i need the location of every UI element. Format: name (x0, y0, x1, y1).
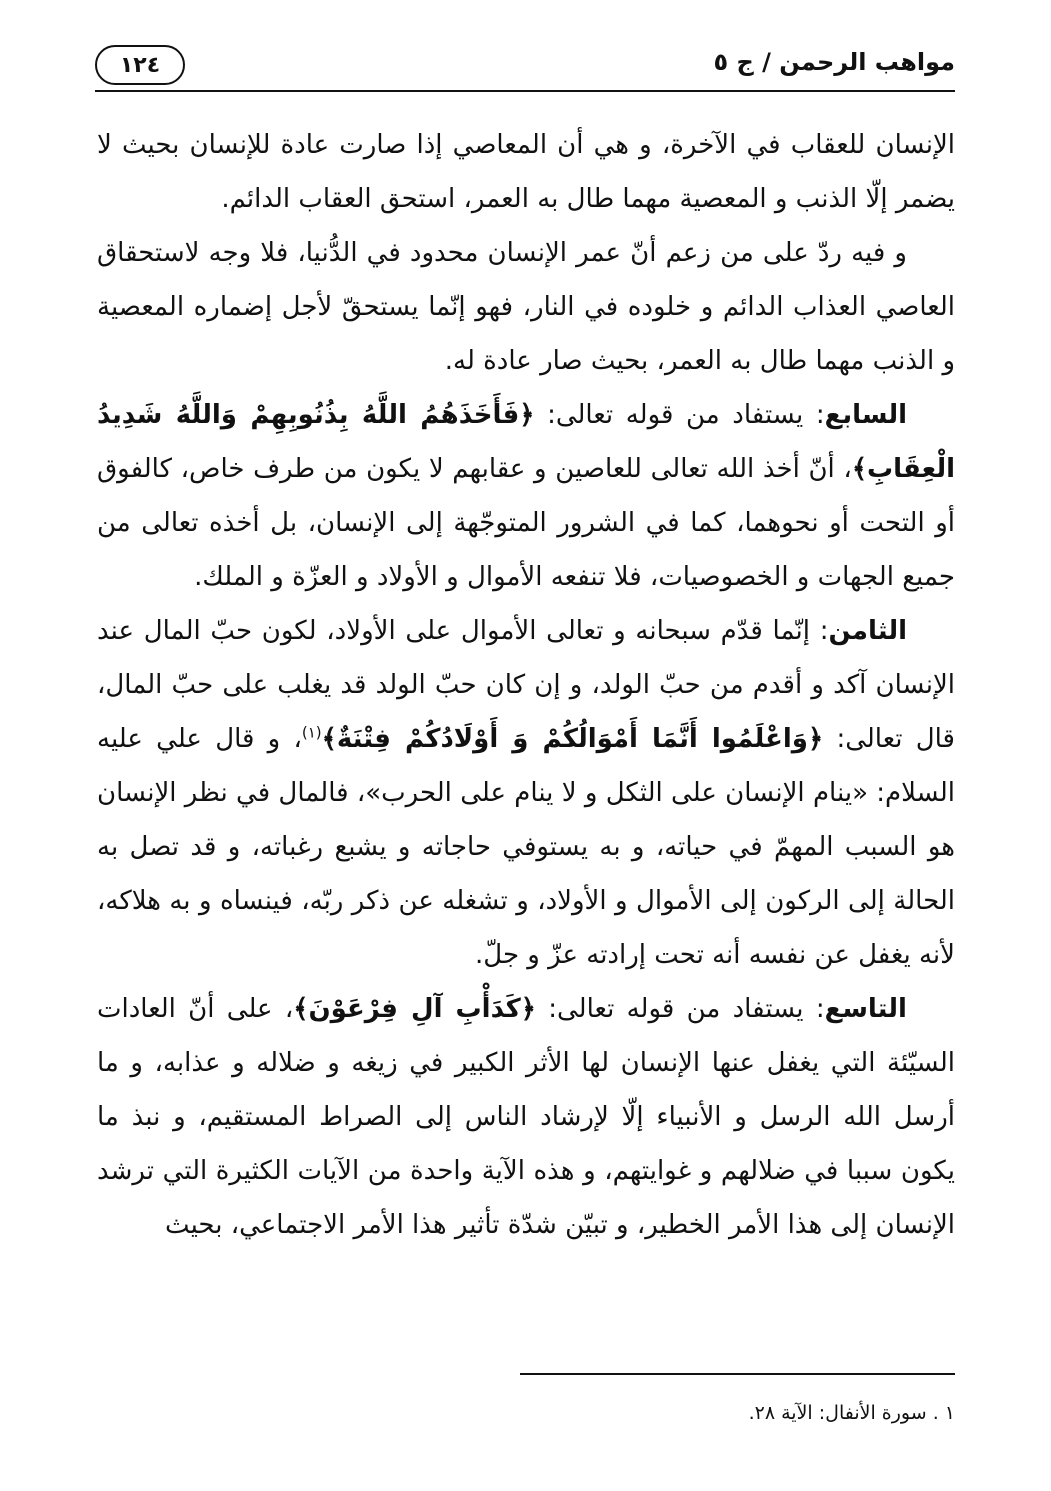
paragraph-eighth (97, 604, 955, 982)
quran-verse-eighth: ﴿وَاعْلَمُوا أَنَّمَا أَمْوَالُكُمْ وَ أَوْلَادُكُمْ فِتْنَةٌ﴾ (321, 724, 824, 754)
quran-verse-seventh: ﴿فَأَخَذَهُمُ اللَّهُ بِذُنُوبِهِمْ وَاللَّهُ شَدِيدُ الْعِقَابِ﴾ (97, 400, 955, 484)
section-label-seventh: السابع (824, 400, 908, 430)
text-ninth-body: ، على أنّ العادات السيّئة التي يغفل عنها الإنسان لها الأثر الكبير في زيغه و ضلاله و عذابه، و ما أرسل الله الرسل و الأنبياء إلّا لإرشاد الناس إلى الصراط المستقيم، و نبذ ما يكون سببا في ضلالهم و غوايتهم، و هذه الآية واحدة من الآيات الكثيرة التي ترشد الإنسان إلى هذا الأمر الخطير، و تبيّن شدّة تأثير هذا الأمر الاجتماعي، بحيث (97, 994, 955, 1240)
body-text (97, 118, 955, 1252)
text-eighth-intro: : إنّما قدّم سبحانه و تعالى الأموال على الأولاد، لكون حبّ المال عند الإنسان آكد و أقدم من حبّ الولد، و إن كان حبّ الولد قد يغلب على حبّ المال، قال تعالى: (97, 616, 955, 754)
footnote-reference[interactable]: (١) (301, 723, 322, 742)
paragraph-2: و فيه ردّ على من زعم أنّ عمر الإنسان محدود في الدُّنيا، فلا وجه لاستحقاق العاصي العذاب الدائم و خلوده في النار، فهو إنّما يستحقّ لأجل إضماره المعصية و الذنب مهما طال به العمر، بحيث صار عادة له. (97, 238, 955, 376)
book-title: مواهب الرحمن / ج ٥ (713, 48, 955, 76)
text-ninth-intro: : يستفاد من قوله تعالى: (535, 994, 825, 1024)
footnote: ١ . سورة الأنفال: الآية ٢٨. (748, 1402, 955, 1424)
text-eighth-body: ، و قال علي عليه السلام: «ينام الإنسان على الثكل و لا ينام على الحرب»، فالمال في نظر الإنسان هو السبب المهمّ في حياته، و به يستوفي حاجاته و يشبع رغباته، و قد تصل به الحالة إلى الركون إلى الأموال و الأولاد، و تشغله عن ذكر ربّه، فينساه و به هلاكه، لأنه يغفل عن نفسه أنه تحت إرادته عزّ و جلّ. (97, 724, 955, 970)
paragraph-ninth (97, 982, 955, 1252)
text-seventh-intro: : يستفاد من قوله تعالى: (534, 400, 825, 430)
paragraph-1: الإنسان للعقاب في الآخرة، و هي أن المعاصي إذا صارت عادة للإنسان بحيث لا يضمر إلّا الذنب و المعصية مهما طال به العمر، استحق العقاب الدائم. (97, 130, 955, 214)
section-label-ninth: التاسع (824, 994, 907, 1024)
header-divider (95, 90, 955, 92)
page-number: ١٢٤ (119, 52, 161, 78)
footnote-divider (520, 1373, 955, 1375)
page-number-badge (95, 45, 185, 85)
page-header (95, 40, 955, 100)
section-label-eighth: الثامن (828, 616, 907, 646)
quran-verse-ninth: ﴿كَدَأْبِ آلِ فِرْعَوْنَ﴾ (293, 994, 536, 1024)
text-seventh-body: ، أنّ أخذ الله تعالى للعاصين و عقابهم لا يكون من طرف خاص، كالفوق أو التحت أو نحوهما، كما في الشرور المتوجّهة إلى الإنسان، بل أخذه تعالى من جميع الجهات و الخصوصيات، فلا تنفعه الأموال و الأولاد و العزّة و الملك. (97, 454, 955, 592)
paragraph-seventh (97, 388, 955, 604)
